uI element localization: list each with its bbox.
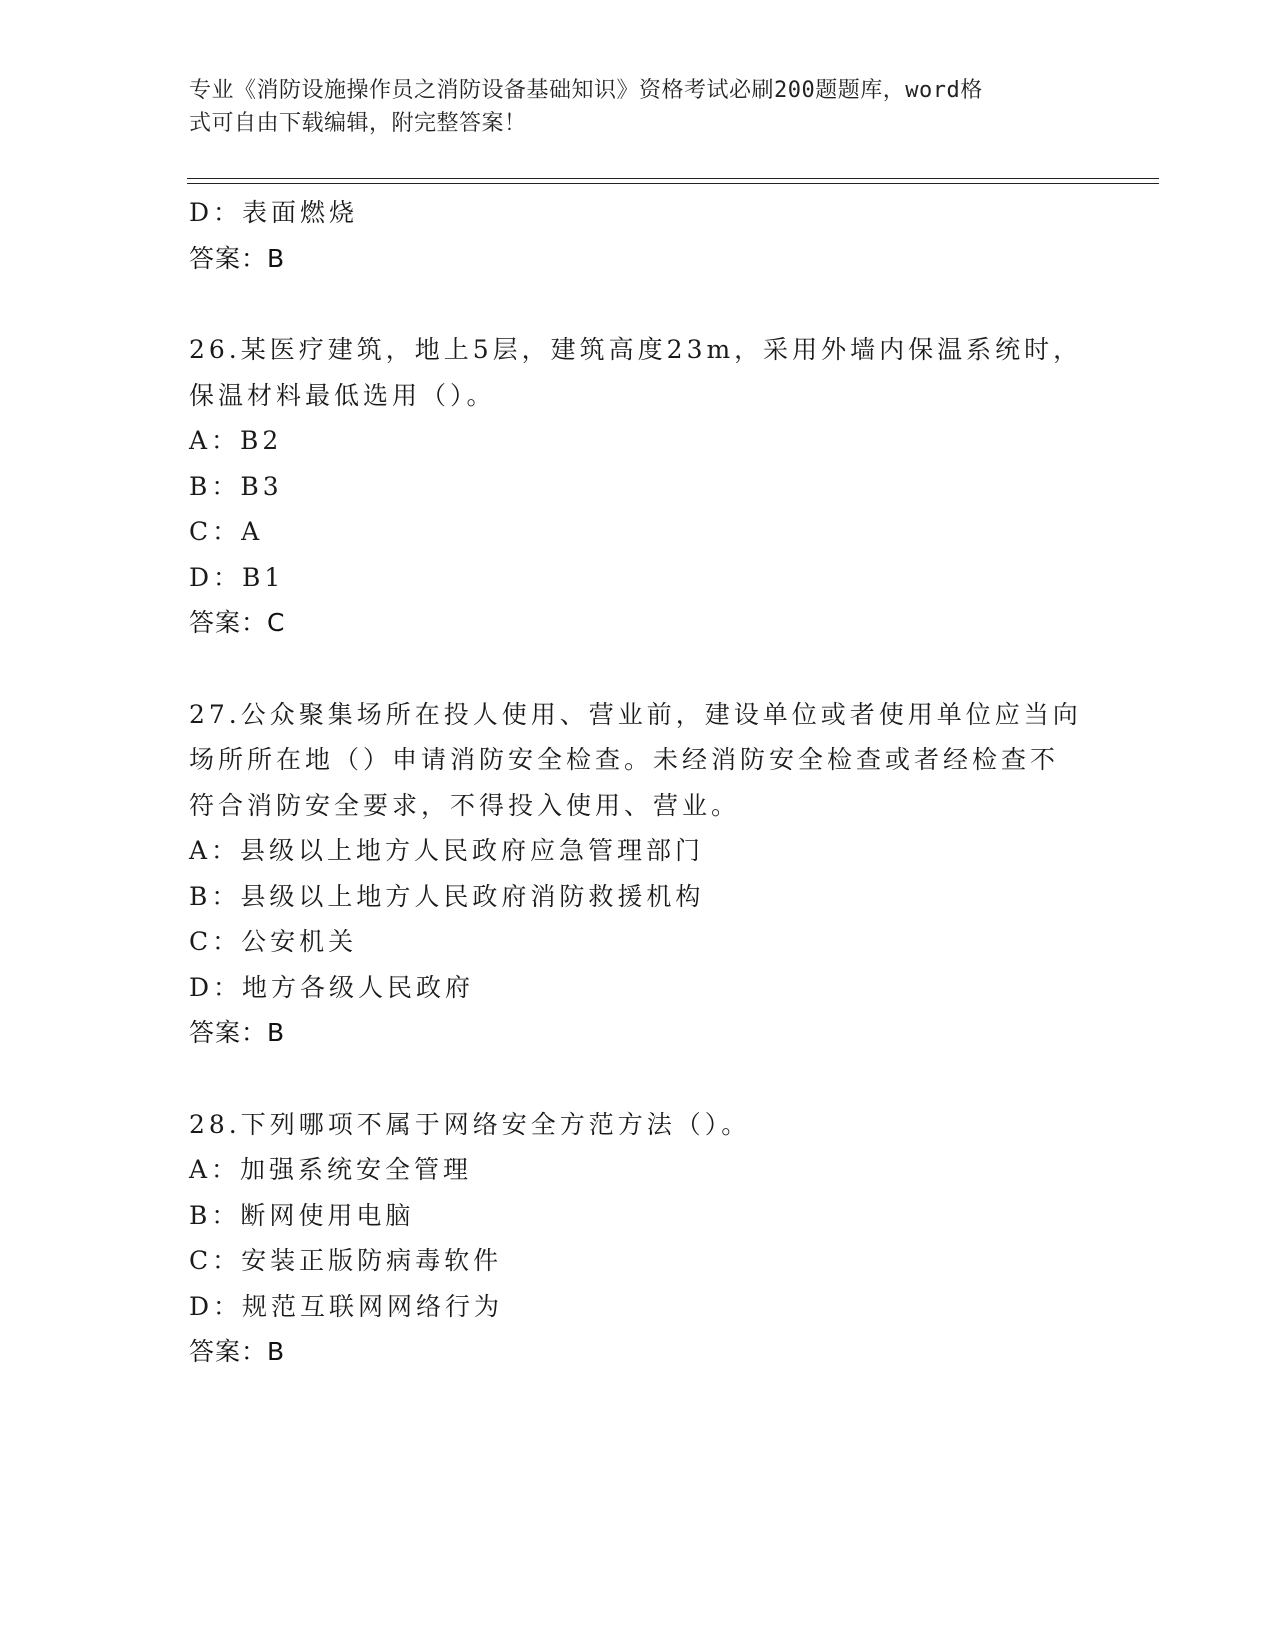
option-c: C：A [189, 517, 264, 546]
header-line-1: 专业《消防设施操作员之消防设备基础知识》资格考试必刷200题题库，word格 [189, 78, 983, 103]
option-c: C：公安机关 [189, 927, 358, 956]
question-list [189, 190, 1089, 1375]
option-b: B：B3 [189, 471, 283, 501]
question-text: 保温材料最低选用（）。 [189, 380, 496, 410]
option-c: C：安装正版防病毒软件 [189, 1246, 503, 1275]
question-26 [189, 327, 1089, 646]
answer-line: 答案：C [189, 608, 286, 637]
answer-line: 答案：B [189, 1337, 286, 1366]
option-b: B：断网使用电脑 [189, 1200, 415, 1230]
answer-line: 答案：B [189, 243, 286, 273]
document-header [189, 74, 1089, 140]
question-text: 26.某医疗建筑，地上5层，建筑高度23m，采用外墙内保温系统时， [189, 335, 1083, 364]
option-a: A：加强系统安全管理 [189, 1155, 473, 1184]
option-d: D：地方各级人民政府 [189, 972, 475, 1002]
question-text: 符合消防安全要求，不得投入使用、营业。 [189, 790, 741, 820]
option-a: A：B2 [189, 426, 283, 455]
header-line-2: 式可自由下载编辑，附完整答案！ [189, 111, 527, 136]
question-text: 场所所在地（）申请消防安全检查。未经消防安全检查或者经检查不 [189, 745, 1060, 774]
option-a: A：县级以上地方人民政府应急管理部门 [189, 836, 705, 865]
header-divider-bottom [187, 183, 1159, 184]
option-d: D：规范互联网网络行为 [189, 1291, 504, 1321]
option-d: D：表面燃烧 [189, 198, 359, 227]
question-27 [189, 692, 1089, 1056]
question-text: 27.公众聚集场所在投人使用、营业前，建设单位或者使用单位应当向 [189, 699, 1082, 729]
option-d: D：B1 [189, 562, 285, 592]
question-28 [189, 1102, 1089, 1375]
previous-question-tail [189, 190, 1089, 281]
option-b: B：县级以上地方人民政府消防救援机构 [189, 881, 705, 911]
answer-line: 答案：B [189, 1018, 286, 1047]
header-divider-top [187, 178, 1159, 179]
question-text: 28.下列哪项不属于网络安全方范方法（）。 [189, 1109, 751, 1139]
